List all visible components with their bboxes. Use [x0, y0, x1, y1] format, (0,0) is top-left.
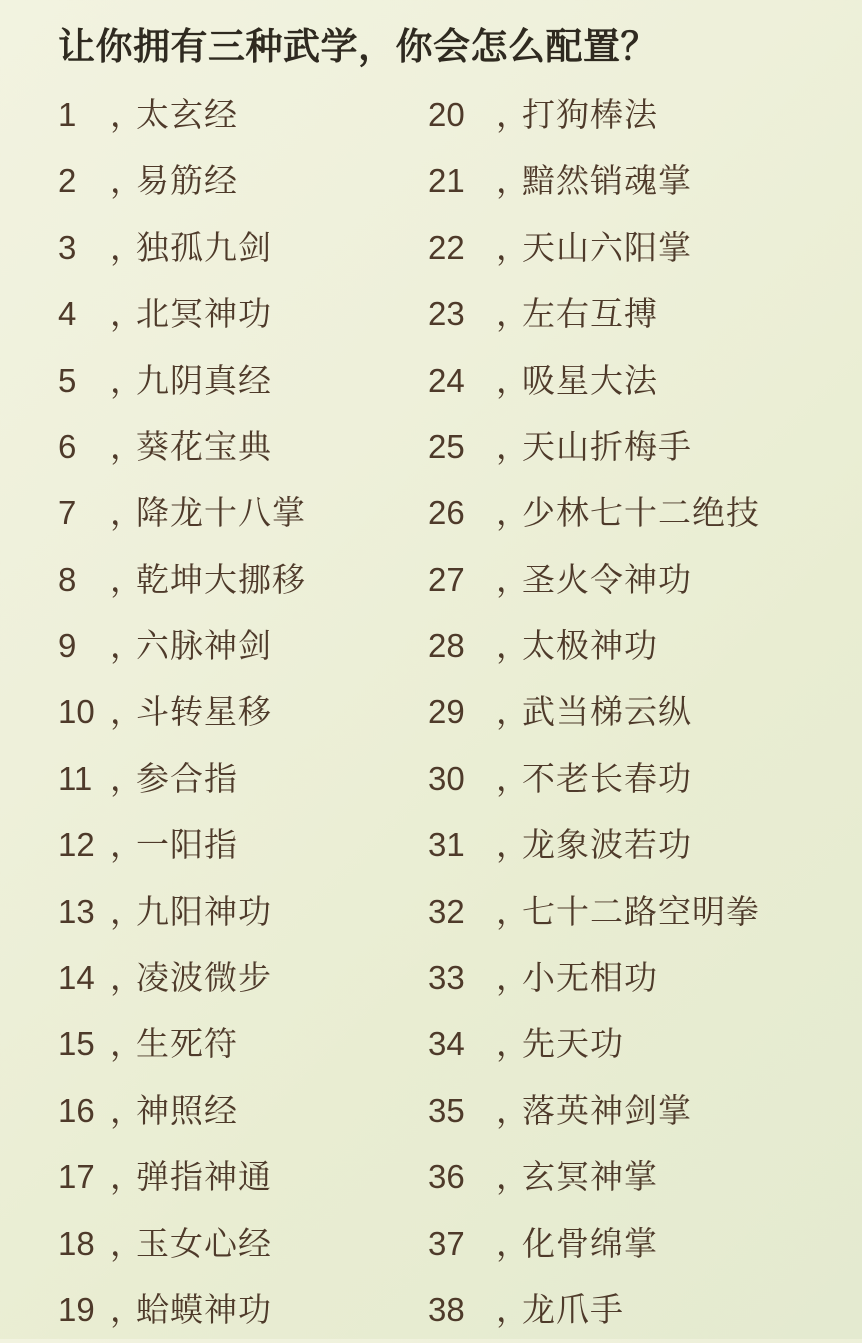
- item-separator: ，: [110, 1290, 143, 1328]
- item-number: 37: [428, 1224, 465, 1262]
- item-label: 乾坤大挪移: [136, 560, 306, 598]
- item-label: 左右互搏: [522, 295, 658, 333]
- item-label: 化骨绵掌: [522, 1224, 658, 1262]
- item-label: 小无相功: [522, 959, 658, 997]
- item-number: 36: [428, 1158, 465, 1196]
- item-number: 15: [58, 1025, 95, 1063]
- item-number: 33: [428, 959, 465, 997]
- list-item: [428, 215, 828, 281]
- item-number: 34: [428, 1025, 465, 1063]
- list-item: [58, 679, 428, 745]
- item-separator: ，: [110, 826, 143, 864]
- item-label: 吸星大法: [522, 361, 658, 399]
- item-separator: ，: [110, 1158, 143, 1196]
- item-number: 29: [428, 693, 465, 731]
- list-item: [58, 1144, 428, 1210]
- item-separator: ，: [496, 295, 529, 333]
- item-number: 26: [428, 494, 465, 532]
- item-number: 35: [428, 1091, 465, 1129]
- item-separator: ，: [110, 295, 143, 333]
- item-number: 30: [428, 759, 465, 797]
- item-label: 降龙十八掌: [136, 494, 306, 532]
- list-item: [58, 414, 428, 480]
- list-item: [428, 1011, 828, 1077]
- item-label: 天山六阳掌: [522, 228, 692, 266]
- list-item: [58, 746, 428, 812]
- item-separator: ，: [496, 1091, 529, 1129]
- item-label: 生死符: [136, 1025, 238, 1063]
- item-number: 16: [58, 1091, 95, 1129]
- item-separator: ，: [496, 494, 529, 532]
- list-item: [58, 945, 428, 1011]
- item-label: 打狗棒法: [522, 95, 658, 133]
- item-label: 少林七十二绝技: [522, 494, 760, 532]
- item-separator: ，: [110, 1224, 143, 1262]
- item-label: 玄冥神掌: [522, 1158, 658, 1196]
- item-label: 圣火令神功: [522, 560, 692, 598]
- item-number: 3: [58, 228, 77, 266]
- list-item: [428, 1078, 828, 1144]
- page-title: 让你拥有三种武学，你会怎么配置？: [58, 26, 658, 67]
- item-separator: ，: [496, 560, 529, 598]
- list-item: [58, 1211, 428, 1277]
- list-item: [58, 1277, 428, 1343]
- item-label: 参合指: [136, 759, 238, 797]
- list-item: [58, 148, 428, 214]
- item-number: 32: [428, 892, 465, 930]
- item-label: 神照经: [136, 1091, 238, 1129]
- item-label: 九阳神功: [136, 892, 272, 930]
- item-label: 落英神剑掌: [522, 1091, 692, 1129]
- list-item: [428, 679, 828, 745]
- item-number: 17: [58, 1158, 95, 1196]
- list-item: [58, 613, 428, 679]
- item-number: 7: [58, 494, 77, 532]
- item-number: 5: [58, 361, 77, 399]
- item-number: 11: [58, 759, 93, 797]
- list-item: [428, 1277, 828, 1343]
- item-number: 27: [428, 560, 465, 598]
- item-separator: ，: [110, 494, 143, 532]
- item-separator: ，: [110, 759, 143, 797]
- item-number: 6: [58, 427, 77, 465]
- item-label: 独孤九剑: [136, 228, 272, 266]
- item-separator: ，: [496, 1158, 529, 1196]
- item-label: 蛤蟆神功: [136, 1290, 272, 1328]
- item-separator: ，: [110, 228, 143, 266]
- item-separator: ，: [496, 892, 529, 930]
- list-item: [428, 879, 828, 945]
- item-separator: ，: [110, 95, 143, 133]
- item-label: 玉女心经: [136, 1224, 272, 1262]
- item-number: 23: [428, 295, 465, 333]
- item-separator: ，: [110, 1091, 143, 1129]
- list-item: [58, 480, 428, 546]
- list-item: [428, 1144, 828, 1210]
- list-item: [58, 215, 428, 281]
- item-number: 21: [428, 162, 465, 200]
- item-label: 凌波微步: [136, 959, 272, 997]
- item-label: 太玄经: [136, 95, 238, 133]
- item-label: 弹指神通: [136, 1158, 272, 1196]
- item-number: 25: [428, 427, 465, 465]
- item-number: 10: [58, 693, 95, 731]
- list-item: [428, 812, 828, 878]
- list-item: [428, 613, 828, 679]
- item-separator: ，: [496, 959, 529, 997]
- list-item: [58, 82, 428, 148]
- list-item: [58, 348, 428, 414]
- item-number: 38: [428, 1290, 465, 1328]
- item-number: 14: [58, 959, 95, 997]
- item-separator: ，: [110, 1025, 143, 1063]
- item-number: 8: [58, 560, 77, 598]
- item-number: 22: [428, 228, 465, 266]
- list-item: [58, 1011, 428, 1077]
- item-label: 七十二路空明拳: [522, 892, 760, 930]
- item-label: 太极神功: [522, 627, 658, 665]
- list-item: [428, 1211, 828, 1277]
- item-separator: ，: [110, 361, 143, 399]
- item-label: 一阳指: [136, 826, 238, 864]
- item-separator: ，: [496, 162, 529, 200]
- item-label: 不老长春功: [522, 759, 692, 797]
- item-separator: ，: [496, 361, 529, 399]
- item-label: 天山折梅手: [522, 427, 692, 465]
- item-label: 先天功: [522, 1025, 624, 1063]
- list-item: [58, 812, 428, 878]
- item-separator: ，: [110, 627, 143, 665]
- item-label: 九阴真经: [136, 361, 272, 399]
- list-item: [58, 879, 428, 945]
- item-number: 20: [428, 95, 465, 133]
- item-number: 1: [58, 95, 77, 133]
- item-separator: ，: [496, 1025, 529, 1063]
- item-number: 18: [58, 1224, 95, 1262]
- item-label: 易筋经: [136, 162, 238, 200]
- item-separator: ，: [496, 627, 529, 665]
- item-label: 武当梯云纵: [522, 693, 692, 731]
- item-number: 24: [428, 361, 465, 399]
- item-label: 龙爪手: [522, 1290, 624, 1328]
- item-separator: ，: [496, 1224, 529, 1262]
- item-label: 黯然销魂掌: [522, 162, 692, 200]
- item-separator: ，: [496, 759, 529, 797]
- item-separator: ，: [496, 826, 529, 864]
- item-separator: ，: [496, 228, 529, 266]
- list-item: [58, 547, 428, 613]
- item-separator: ，: [496, 427, 529, 465]
- item-label: 斗转星移: [136, 693, 272, 731]
- item-label: 六脉神剑: [136, 627, 272, 665]
- item-number: 4: [58, 295, 77, 333]
- item-number: 31: [428, 826, 465, 864]
- item-number: 13: [58, 892, 95, 930]
- item-number: 2: [58, 162, 77, 200]
- item-separator: ，: [110, 892, 143, 930]
- item-number: 9: [58, 627, 77, 665]
- list-item: [428, 82, 828, 148]
- list-item: [428, 547, 828, 613]
- list-item: [428, 281, 828, 347]
- list-item: [428, 414, 828, 480]
- item-separator: ，: [110, 693, 143, 731]
- item-separator: ，: [496, 693, 529, 731]
- item-separator: ，: [496, 1290, 529, 1328]
- item-separator: ，: [110, 959, 143, 997]
- item-number: 12: [58, 826, 95, 864]
- list-item: [58, 1078, 428, 1144]
- list-item: [58, 281, 428, 347]
- list-column-left: [58, 82, 428, 1343]
- item-separator: ，: [496, 95, 529, 133]
- list-item: [428, 480, 828, 546]
- list-item: [428, 148, 828, 214]
- martial-arts-list: [58, 82, 832, 1343]
- list-item: [428, 945, 828, 1011]
- item-separator: ，: [110, 162, 143, 200]
- item-number: 19: [58, 1290, 95, 1328]
- list-item: [428, 348, 828, 414]
- item-label: 龙象波若功: [522, 826, 692, 864]
- item-separator: ，: [110, 560, 143, 598]
- item-label: 葵花宝典: [136, 427, 272, 465]
- item-number: 28: [428, 627, 465, 665]
- list-column-right: [428, 82, 828, 1343]
- item-separator: ，: [110, 427, 143, 465]
- item-label: 北冥神功: [136, 295, 272, 333]
- list-item: [428, 746, 828, 812]
